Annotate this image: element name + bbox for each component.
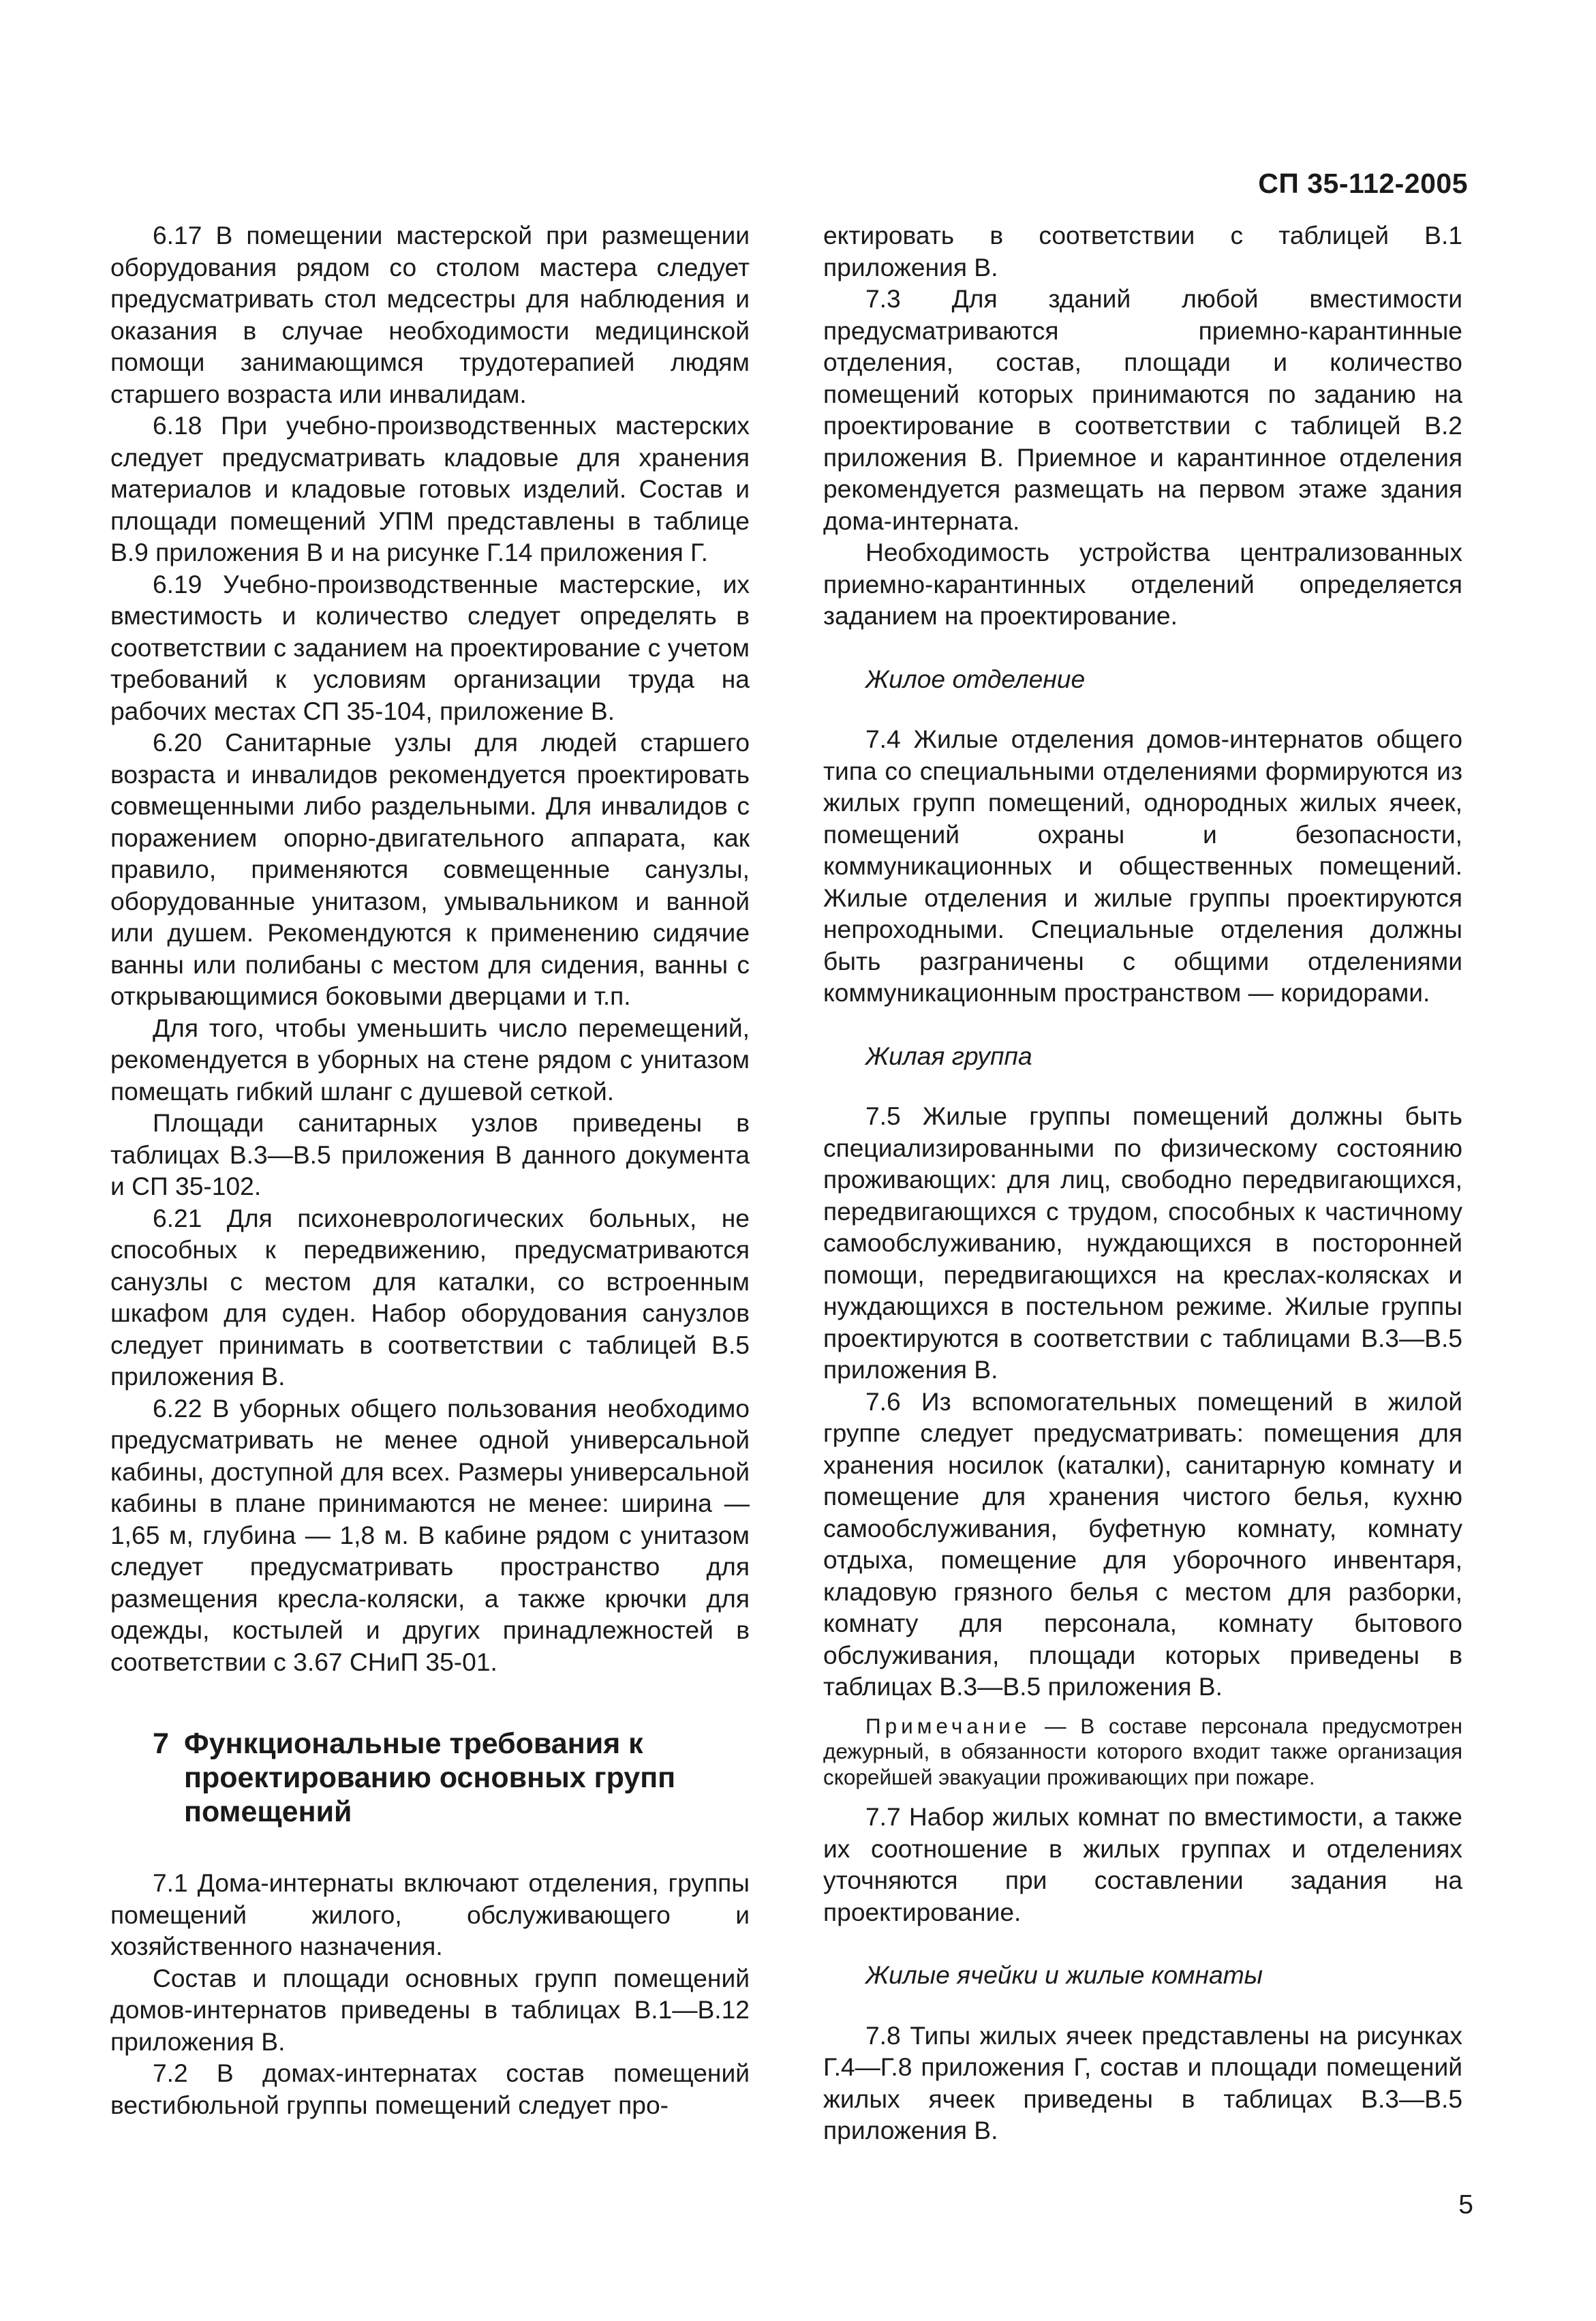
left-column: [110, 219, 750, 2121]
subheading-living-department: Жилое отделение: [865, 664, 1086, 693]
paragraph-6-20-c: Площади санитарных узлов приведены в таблицах В.3—В.5 приложения В данного документа и СП 35-102.: [110, 1108, 750, 1200]
right-column: [823, 219, 1462, 2146]
paragraph-6-17: 6.17 В помещении мастерской при размещении оборудования рядом со столом мастера следует предусматривать стол медсестры для наблюдения и оказания в случае необходимости медицинской помощи занимающимся трудотерапией людям старшего возраста или инвалидам.: [110, 221, 750, 408]
paragraph-6-18: 6.18 При учебно-производственных мастерских следует предусматривать кладовые для хранения материалов и кладовые готовых изделий. Состав и площади помещений УПМ представлены в таблице В.9 приложения В и на рисунке Г.14 приложения Г.: [110, 411, 750, 566]
paragraph-6-20: 6.20 Санитарные узлы для людей старшего возраста и инвалидов рекомендуется проектировать совмещенными либо раздельными. Для инвалидов с поражением опорно-двигательного аппарата, как правило, применяются совмещенные санузлы, оборудованные унитазом, умывальником и ванной или душем. Рекомендуются к применению сидячие ванны или полибаны с местом для сидения, ванны с открывающимися боковыми дверцами и т.п.: [110, 728, 750, 1010]
section-title: Функциональные требования к проектированию основных групп помещений: [184, 1727, 676, 1828]
paragraph-7-2: 7.2 В домах-интернатах состав помещений вестибюльной группы помещений следует про-: [110, 2059, 750, 2119]
document-code: СП 35-112-2005: [1258, 168, 1468, 199]
paragraph-6-21: 6.21 Для психоневрологических больных, не способных к передвижению, предусматриваются санузлы с местом для каталки, со встроенным шкафом для суден. Набор оборудования санузлов следует принимать в соответствии с таблицей В.5 приложения В.: [110, 1203, 750, 1391]
paragraph-7-1: 7.1 Дома-интернаты включают отделения, группы помещений жилого, обслуживающего и хозяйственного назначения.: [110, 1868, 750, 1960]
paragraph-7-7: 7.7 Набор жилых комнат по вместимости, а также их соотношение в жилых группах и отделениях уточняются при составлении задания на проектирование.: [823, 1802, 1462, 1926]
section-number: 7: [153, 1727, 169, 1760]
section-7-heading: [110, 1727, 750, 1829]
paragraph-7-3: 7.3 Для зданий любой вместимости предусматриваются приемно-карантинные отделения, состав, площади и количество помещений которых принимаются по заданию на проектирование в соответствии с таблицей В.2 приложения В. Приемное и карантинное отделения рекомендуется размещать на первом этаже здания дома-интерната.: [823, 284, 1462, 535]
paragraph-7-8: 7.8 Типы жилых ячеек представлены на рисунках Г.4—Г.8 приложения Г, состав и площади помещений жилых ячеек приведены в таблицах В.3—В.5 приложения В.: [823, 2020, 1462, 2144]
paragraph-7-2-continued: ектировать в соответствии с таблицей В.1 приложения В.: [823, 221, 1462, 282]
paragraph-7-4: 7.4 Жилые отделения домов-интернатов общего типа со специальными отделениями формируются из жилых групп помещений, однородных жилых ячеек, помещений охраны и безопасности, коммуникационных и общественных помещений. Жилые отделения и жилые группы проектируются непроходными. Специальные отделения должны быть разграничены с общими отделениями коммуникационным пространством — коридорами.: [823, 725, 1462, 1007]
paragraph-7-3-b: Необходимость устройства централизованных приемно-карантинных отделений определяется заданием на проектирование.: [823, 538, 1462, 630]
note: [823, 1714, 1462, 1791]
note-label: Примечание: [865, 1713, 1031, 1738]
subheading-living-group: Жилая группа: [865, 1041, 1032, 1070]
paragraph-7-1-b: Состав и площади основных групп помещений домов-интернатов приведены в таблицах В.1—В.12 приложения В.: [110, 1963, 750, 2056]
paragraph-6-20-b: Для того, чтобы уменьшить число перемещений, рекомендуется в уборных на стене рядом с унитазом помещать гибкий шланг с душевой сеткой.: [110, 1013, 750, 1106]
subheading-living-cells: Жилые ячейки и жилые комнаты: [865, 1960, 1263, 1989]
paragraph-6-19: 6.19 Учебно-производственные мастерские, их вместимость и количество следует определять в соответствии с заданием на проектирование с учетом требований к условиям организации труда на рабочих местах СП 35-104, приложение В.: [110, 569, 750, 725]
paragraph-7-5: 7.5 Жилые группы помещений должны быть специализированными по физическому состоянию проживающих: для лиц, свободно передвигающихся, передвигающихся с трудом, способных к частичному самообслуживанию, нуждающихся в посторонней помощи, передвигающихся на креслах-колясках и нуждающихся в постельном режиме. Жилые группы проектируются в соответствии с таблицами В.3—В.5 приложения В.: [823, 1102, 1462, 1384]
paragraph-7-6: 7.6 Из вспомогательных помещений в жилой группе следует предусматривать: помещения для хранения носилок (каталки), санитарную комнату и помещение для хранения чистого белья, кухню самообслуживания, буфетную комнату, комнату отдыха, помещение для уборочного инвентаря, кладовую грязного белья с местом для разборки, комнату для персонала, комнату бытового обслуживания, площади которых приведены в таблицах В.3—В.5 приложения В.: [823, 1386, 1462, 1701]
note-text: — В составе персонала предусмотрен дежурный, в обязанности которого входит также организация скорейшей эвакуации проживающих при пожаре.: [823, 1713, 1462, 1789]
paragraph-6-22: 6.22 В уборных общего пользования необходимо предусматривать не менее одной универсальной кабины, доступной для всех. Размеры универсальной кабины в плане принимаются не менее: ширина — 1,65 м, глубина — 1,8 м. В кабине рядом с унитазом следует предусматривать пространство для размещения кресла-коляски, а также крючки для одежды, костылей и других принадлежностей в соответствии с 3.67 СНиП 35-01.: [110, 1393, 750, 1676]
page-number: 5: [1458, 2190, 1473, 2219]
